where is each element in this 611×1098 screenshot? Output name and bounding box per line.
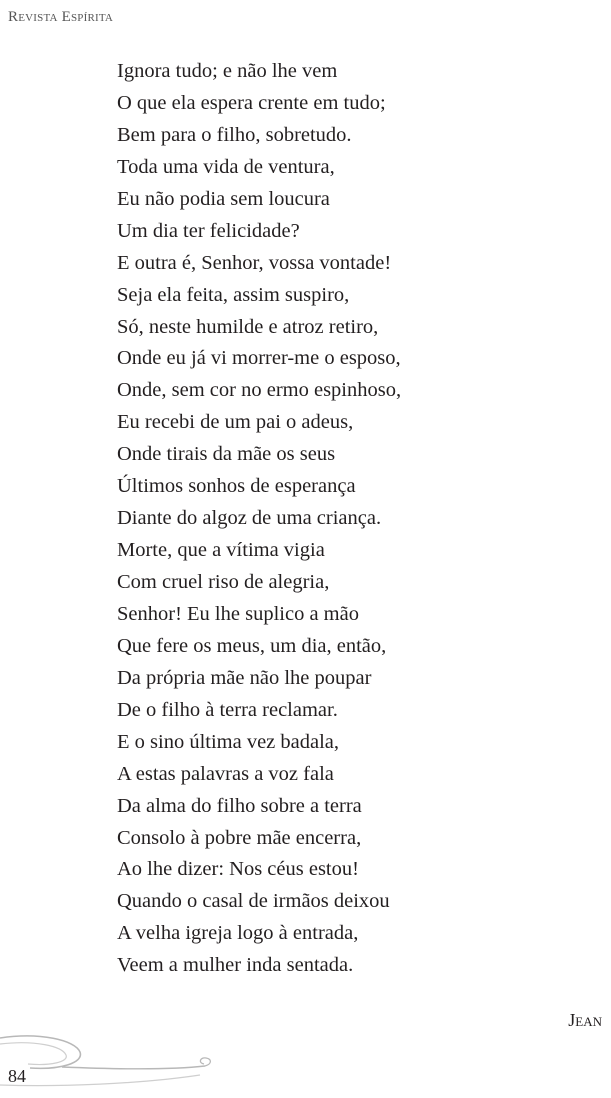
- running-title: Revista Espírita: [8, 9, 114, 25]
- poem-line: E outra é, Senhor, vossa vontade!: [117, 251, 392, 274]
- poem-line: O que ela espera crente em tudo;: [117, 91, 386, 114]
- poem-line: Da própria mãe não lhe poupar: [117, 666, 372, 689]
- poem-line: Seja ela feita, assim suspiro,: [117, 283, 350, 306]
- poem-line: Senhor! Eu lhe suplico a mão: [117, 602, 359, 625]
- poem-line: E o sino última vez badala,: [117, 730, 340, 753]
- poem-line: Onde tirais da mãe os seus: [117, 443, 336, 466]
- poem-line: Eu recebi de um pai o adeus,: [117, 411, 354, 434]
- poem-line: Consolo à pobre mãe encerra,: [117, 826, 362, 849]
- poem-line: Onde eu já vi morrer-me o esposo,: [117, 347, 401, 370]
- poem-line: Eu não podia sem loucura: [117, 187, 330, 210]
- poem-line: A estas palavras a voz fala: [117, 762, 334, 785]
- poem-line: Diante do algoz de uma criança.: [117, 507, 382, 530]
- poem-line: Morte, que a vítima vigia: [117, 539, 325, 562]
- poem-line: Com cruel riso de alegria,: [117, 571, 330, 593]
- poem-line: Que fere os meus, um dia, então,: [117, 634, 387, 657]
- poem-line: Ao lhe dizer: Nos céus estou!: [117, 858, 359, 881]
- poem-line: Veem a mulher inda sentada.: [117, 954, 354, 977]
- poem-signature: Jean: [568, 1010, 602, 1030]
- poem-line: Últimos sonhos de esperança: [117, 475, 356, 498]
- poem-line: Onde, sem cor no ermo espinhoso,: [117, 379, 402, 402]
- poem-line: Quando o casal de irmãos deixou: [117, 890, 390, 913]
- poem-line: Um dia ter felicidade?: [117, 219, 300, 242]
- poem-line: De o filho à terra reclamar.: [117, 698, 338, 721]
- poem-line: Da alma do filho sobre a terra: [117, 794, 362, 817]
- poem-line: A velha igreja logo à entrada,: [117, 922, 359, 945]
- poem-body: [117, 56, 401, 982]
- poem-line: Só, neste humilde e atroz retiro,: [117, 315, 379, 338]
- poem-line: Bem para o filho, sobretudo.: [117, 123, 352, 146]
- swirl-ornament-icon: [0, 1030, 220, 1090]
- poem-line: Toda uma vida de ventura,: [117, 155, 335, 178]
- poem-line: Ignora tudo; e não lhe vem: [117, 60, 338, 82]
- page-number: 84: [8, 1066, 26, 1086]
